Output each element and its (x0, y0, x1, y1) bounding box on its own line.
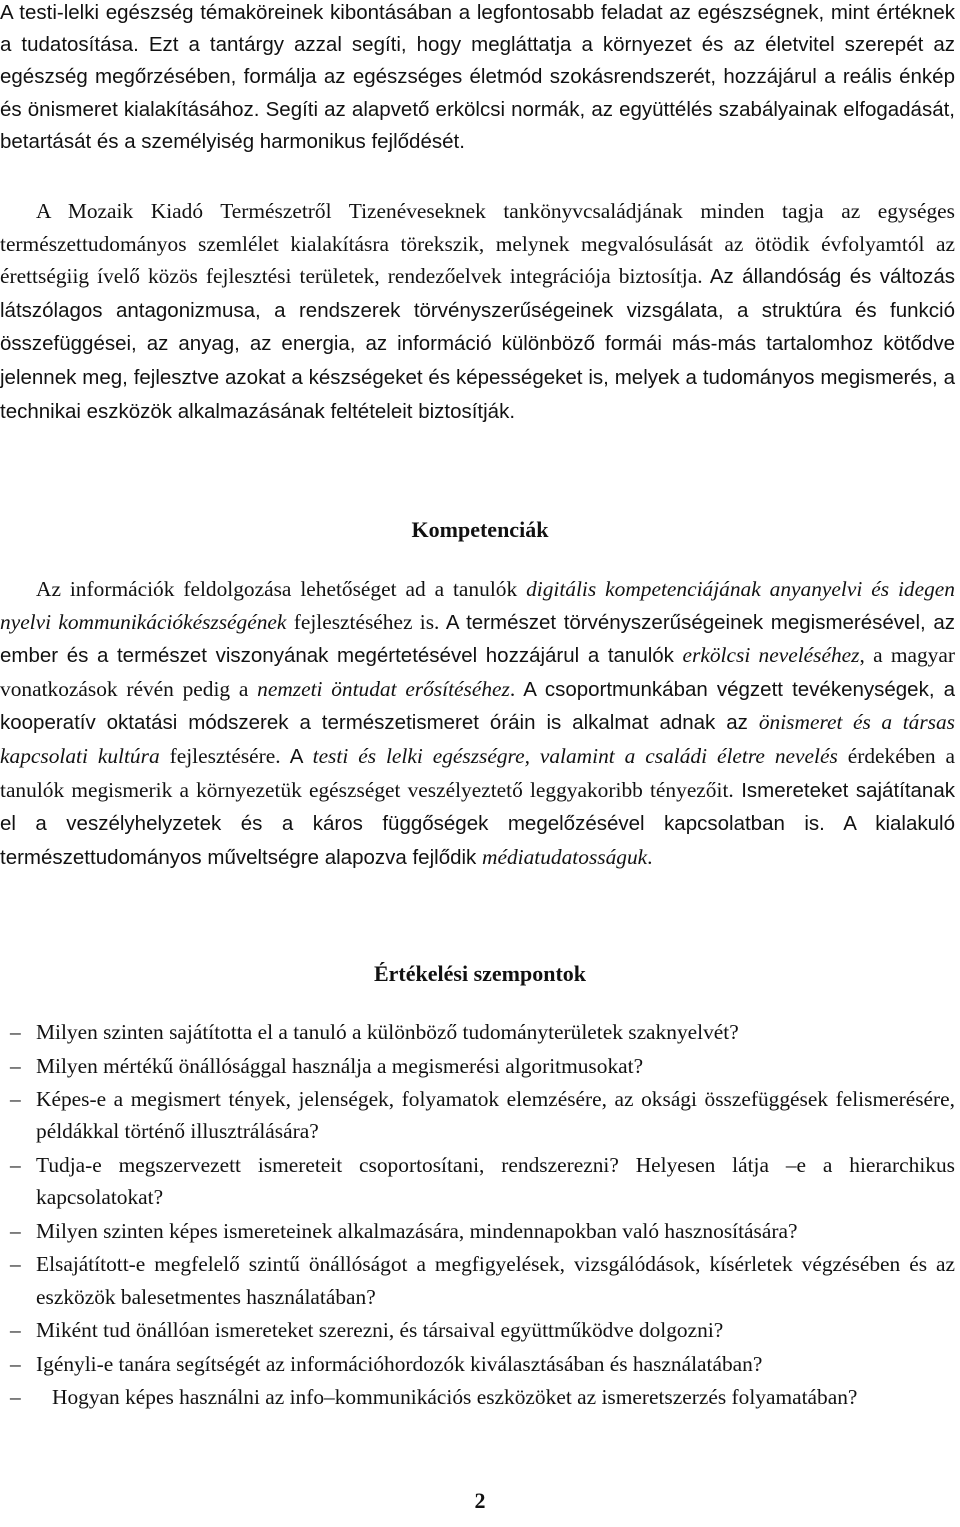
list-item-text: Milyen szinten sajátította el a tanuló a különböző tudományterületek szaknyelvét? (36, 1020, 739, 1044)
dash-bullet: – (10, 1351, 21, 1376)
dash-bullet: – (10, 1053, 21, 1078)
evaluation-criteria-list (0, 1016, 955, 1415)
komp-text-6: A csoportmunkában végzett tevékenységek, a kooperatív oktatási módszerek a természetismeret óráin is alkalmat adnak az (0, 677, 956, 735)
list-item-text: Igényli-e tanára segítségét az információhordozók kiválasztásában és használatában? (36, 1351, 763, 1376)
komp-text-7: fejlesztésére. (159, 743, 281, 768)
intro-paragraph-mozaik (0, 195, 955, 428)
komp-italic-1: digitális kompetenciájának anyanyelvi és idegen nyelvi kommunikációkészségének (0, 577, 955, 634)
list-item (0, 1248, 955, 1312)
komp-italic-4: önismeret és a társas kapcsolati kultúra (0, 710, 955, 768)
komp-text-2: fejlesztéséhez is. (286, 609, 440, 634)
list-item-text: Hogyan képes használni az info–kommunikációs eszközöket az ismeretszerzés folyamatában? (52, 1385, 858, 1410)
komp-text-10: Ismereteket sajátítanak el a veszélyhelyzetek és a káros függőségek megelőzésével kapcsolatban is. (0, 778, 955, 836)
komp-text-9: érdekében a tanulók megismerik a környezetük egészséget veszélyeztető leggyakoribb tényezőit. (0, 743, 956, 802)
dash-bullet: – (10, 1152, 21, 1177)
dash-bullet: – (10, 1318, 21, 1343)
komp-italic-5: testi és lelki egészségre, valamint a családi életre nevelés (312, 743, 838, 768)
dash-bullet: – (10, 1087, 21, 1112)
komp-text-11: A kialakuló természettudományos műveltségre alapozva fejlődik (0, 812, 955, 869)
intro-paragraph-health (0, 0, 955, 158)
list-item (0, 1083, 955, 1147)
komp-text-5: . (509, 676, 516, 701)
list-item (0, 1314, 955, 1346)
page-number: 2 (474, 1488, 486, 1513)
intro-mozaik-sans-text: Az állandóság és változás látszólagos antagonizmusa, a rendszerek törvényszerűségeinek vizsgálata, a struktúra és funkció összefüggései, az anyag, az energia, az információ különböző formái más-más tartalomhoz kötődve jelennek meg, fejlesztve azokat a készségeket és képességeket is, melyek a tudományos megismerés, a technikai eszközök alkalmazásának feltételeit biztosítják. (0, 265, 955, 423)
list-item (0, 1050, 955, 1082)
komp-text-4: , a magyar vonatkozások révén pedig a (0, 643, 955, 701)
list-item-text: Milyen szinten képes ismereteinek alkalmazására, mindennapokban való hasznosítására? (36, 1218, 798, 1243)
komp-italic-3: nemzeti öntudat erősítéséhez (257, 676, 510, 701)
dash-bullet: – (10, 1385, 21, 1410)
komp-text-8: A (280, 744, 313, 768)
list-item-text: Képes-e a megismert tények, jelenségek, folyamatok elemzésére, az oksági összefüggések felismerésére, példákkal történő illusztrálására? (36, 1087, 955, 1144)
list-item (0, 1381, 955, 1413)
list-item-text: Tudja-e megszervezett ismereteit csoportosítani, rendszerezni? Helyesen látja –e a hierarchikus kapcsolatokat? (36, 1152, 955, 1210)
list-item (0, 1016, 955, 1048)
intro-mozaik-serif-text: A Mozaik Kiadó Természetről Tizenéveseknek tankönyvcsaládjának minden tagja az egységes természettudományos szemlélet kialakításra törekszik, melynek megvalósulását az ötödik évfolyamtól az érettségiig ívelő közös fejlesztési területek, rendezőelvek integrációja biztosítja. (0, 199, 955, 289)
komp-italic-6: médiatudatosságuk (482, 844, 648, 869)
komp-italic-2: erkölcsi neveléséhez (682, 643, 860, 668)
heading-kompetenciak: Kompetenciák (411, 517, 549, 542)
dash-bullet: – (10, 1218, 21, 1243)
komp-text-12: . (647, 844, 653, 869)
dash-bullet: – (10, 1252, 21, 1277)
intro-health-text: A testi-lelki egészség témaköreinek kibontásában a legfontosabb feladat az egészségnek, mint értéknek a tudatosítása. Ezt a tantárgy azzal segíti, hogy megláttatja a környezet és az életvitel szerepét az egészség megőrzésében, formálja az egészséges életmód szokásrendszerét, hozzájárul a reális énkép és önismeret kialakításához. Segíti az alapvető erkölcsi normák, az együttélés szabályainak elfogadását, betartását és a személyiség harmonikus fejlődését. (0, 1, 955, 153)
list-item-text: Milyen mértékű önállósággal használja a megismerési algoritmusokat? (36, 1053, 644, 1078)
list-item-text: Elsajátított-e megfelelő szintű önállóságot a megfigyelések, vizsgálódások, kísérletek végzésében és az eszközök balesetmentes használatában? (36, 1252, 955, 1309)
list-item-text: Miként tud önállóan ismereteket szerezni, és társaival együttműködve dolgozni? (36, 1318, 724, 1343)
kompetenciak-paragraph (0, 573, 955, 874)
heading-ertekelesi-szempontok: Értékelési szempontok (373, 961, 587, 986)
komp-text-3: A természet törvényszerűségeinek megismerésével, az ember és a természet viszonyának megértetésével hozzájárul a tanulók (0, 610, 955, 668)
list-item (0, 1215, 955, 1247)
komp-text-1: Az információk feldolgozása lehetőséget ad a tanulók (36, 577, 527, 601)
list-item (0, 1348, 955, 1380)
dash-bullet: – (10, 1020, 21, 1044)
list-item (0, 1149, 955, 1213)
